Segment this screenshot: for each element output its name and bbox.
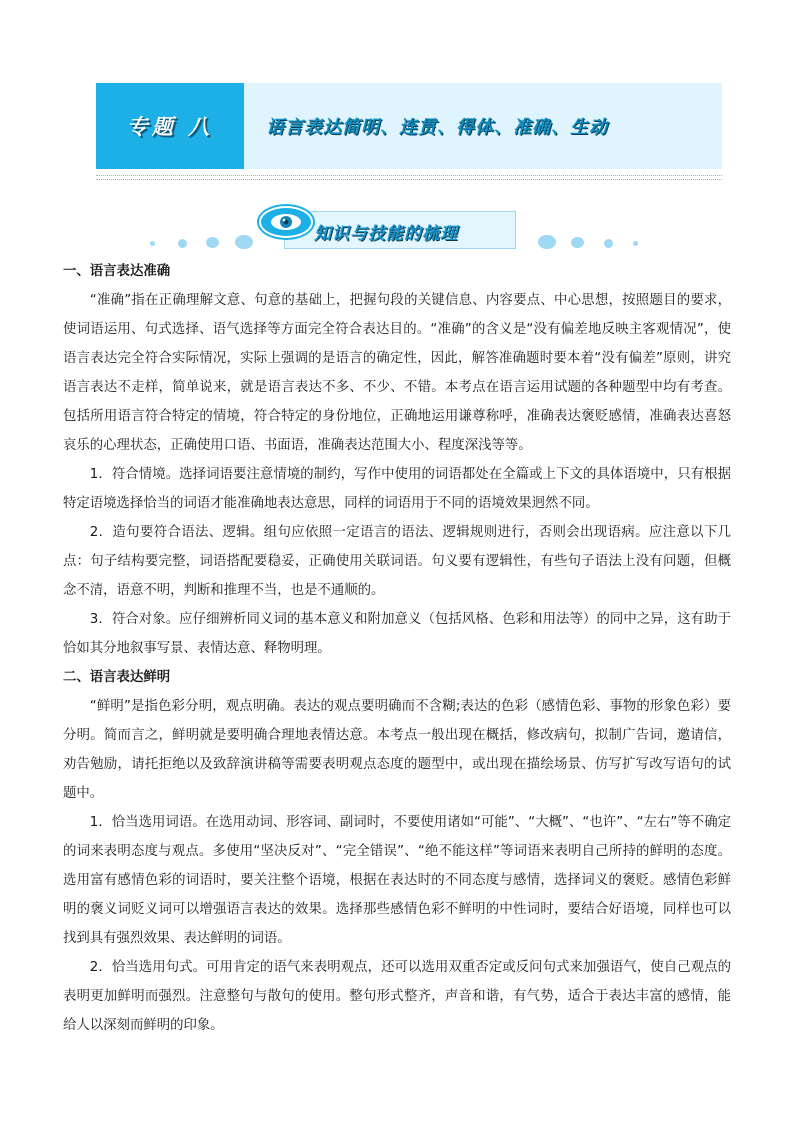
topic-banner — [96, 83, 722, 169]
dot — [604, 239, 613, 248]
dot — [178, 239, 187, 248]
paragraph: “准确”指在正确理解文意、句意的基础上，把握句段的关键信息、内容要点、中心思想，按照题目的要求，使词语运用、句式选择、语气选择等方面完全符合表达目的。“准确”的含义是“没有偏差地反映主客观情况”，使语言表达完全符合实际情况，实际上强调的是语言的确定性，因此，解答准确题时要本着“没有偏差”原则，讲究语言表达不走样，简单说来，就是语言表达不多、不少、不错。本考点在语言运用试题的各种题型中均有考查。包括所用语言符合特定的情境，符合特定的身份地位，正确地运用谦尊称呼，准确表达褒贬感情，准确表达喜怒哀乐的心理状态，正确使用口语、书面语，准确表达范围大小、程度深浅等等。 — [63, 293, 731, 453]
dot — [571, 237, 584, 248]
dot — [150, 241, 155, 246]
dot — [633, 241, 638, 246]
paragraph: 2．恰当选用句式。可用肯定的语气来表明观点，还可以选用双重否定或反问句式来加强语气，使自己观点的表明更加鲜明而强烈。注意整句与散句的使用。整句形式整齐，声音和谐，有气势，适合于表达丰富的感情，能给人以深刻而鲜明的印象。 — [63, 960, 731, 1033]
paragraph: 2．造句要符合语法、逻辑。组句应依照一定语言的语法、逻辑规则进行，否则会出现语病。应注意以下几点：句子结构要完整，词语搭配要稳妥，正确使用关联词语。句义要有逻辑性，有些句子语法上没有问题，但概念不清，语意不明，判断和推理不当，也是不通顺的。 — [63, 525, 731, 598]
topic-title: 语言表达简明、连贯、得体、准确、生动 — [266, 117, 608, 138]
topic-label: 专题 八 — [126, 115, 214, 139]
paragraph: 1．恰当选用词语。在选用动词、形容词、副词时，不要使用诸如“可能”、“大概”、“也许”、“左右”等不确定的词来表明态度与观点。多使用“坚决反对”、“完全错误”、“绝不能这样”等词语来表明自己所持的鲜明的态度。选用富有感情色彩的词语时，要关注整个语境，根据在表达时的不同态度与感情，选择词义的褒贬。感情色彩鲜明的褒义词贬义词可以增强语言表达的效果。选择那些感情色彩不鲜明的中性词时，要结合好语境，同样也可以找到具有强烈效果、表达鲜明的词语。 — [63, 815, 731, 946]
section-heading: 知识与技能的梳理 — [314, 223, 458, 244]
dot — [235, 235, 253, 249]
paragraph: 1．符合情境。选择词语要注意情境的制约，写作中使用的词语都处在全篇或上下文的具体语境中，只有根据特定语境选择恰当的词语才能准确地表达意思，同样的词语用于不同的语境效果迥然不同。 — [63, 467, 731, 511]
divider — [96, 179, 722, 180]
section-heading-vividness: 二、语言表达鲜明 — [63, 670, 171, 685]
dot — [206, 237, 219, 248]
paragraph: “鲜明”是指色彩分明，观点明确。表达的观点要明确而不含糊;表达的色彩（感情色彩、事物的形象色彩）要分明。简而言之，鲜明就是要明确合理地表情达意。本考点一般出现在概括，修改病句，拟制广告词，邀请信，劝告勉励，请托拒绝以及致辞演讲稿等需要表明观点态度的题型中，或出现在描绘场景、仿写扩写改写语句的试题中。 — [63, 699, 731, 801]
document-body — [63, 257, 731, 1040]
section-heading-accuracy: 一、语言表达准确 — [63, 264, 171, 279]
divider — [96, 175, 722, 176]
topic-label-box — [96, 83, 244, 169]
dot — [538, 235, 556, 249]
paragraph: 3．符合对象。应仔细辨析同义词的基本意义和附加意义（包括风格、色彩和用法等）的同中之异，这有助于恰如其分地叙事写景、表情达意、释物明理。 — [63, 612, 731, 656]
eye-icon — [259, 206, 313, 238]
